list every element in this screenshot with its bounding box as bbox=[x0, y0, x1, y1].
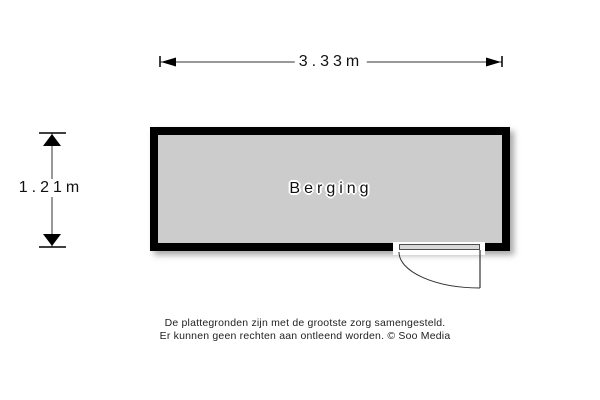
arrow-down-icon bbox=[43, 234, 61, 246]
door bbox=[399, 250, 480, 288]
height-dimension-label: 1.21m bbox=[15, 179, 87, 197]
door-swing-arc bbox=[399, 252, 480, 288]
width-dimension-label: 3.33m bbox=[295, 53, 367, 71]
disclaimer-line-2: Er kunnen geen rechten aan ontleend worden. © Soo Media bbox=[159, 330, 451, 342]
arrow-up-icon bbox=[43, 134, 61, 146]
disclaimer bbox=[0, 317, 600, 343]
arrow-right-icon bbox=[486, 58, 501, 67]
arrow-left-icon bbox=[161, 58, 176, 67]
room-label: Berging bbox=[289, 180, 373, 197]
disclaimer-line-1: De plattegronden zijn met de grootste zorg samengesteld. bbox=[164, 317, 446, 329]
